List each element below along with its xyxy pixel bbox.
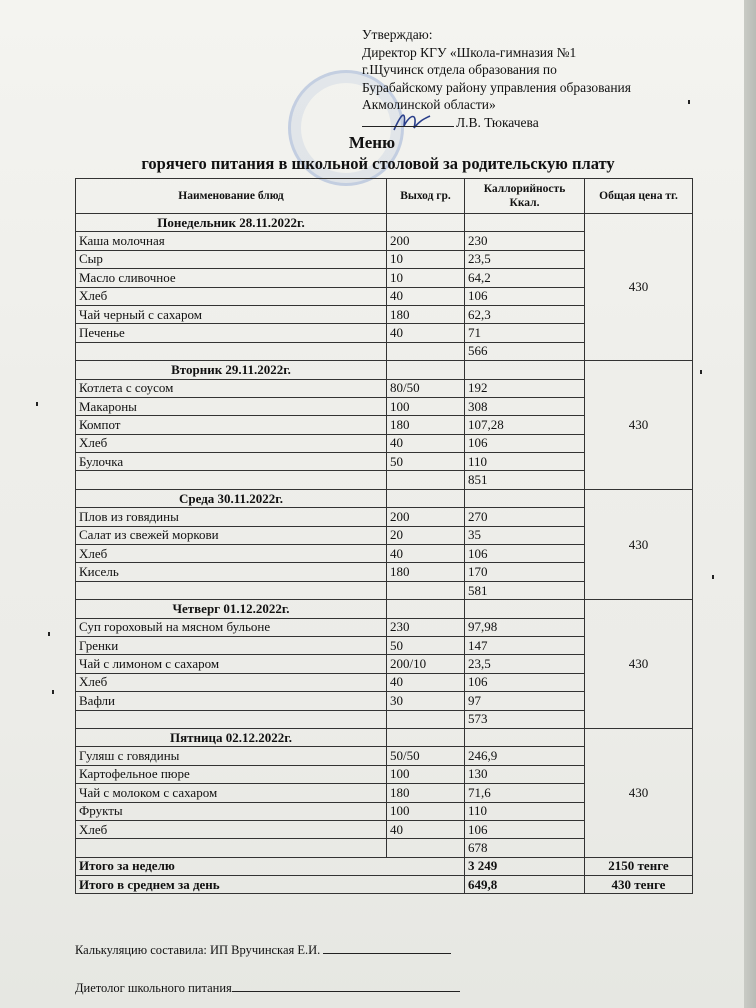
header-price: Общая цена тг. — [585, 179, 693, 214]
day-row — [76, 600, 693, 618]
day-name: Вторник 29.11.2022г. — [76, 361, 387, 379]
dish-name: Печенье — [76, 324, 387, 342]
day-total-empty — [76, 581, 387, 599]
dish-name: Хлеб — [76, 287, 387, 305]
day-empty-yield — [387, 214, 465, 232]
dish-kcal: 106 — [465, 820, 585, 838]
week-total-row — [76, 857, 693, 875]
dish-kcal: 130 — [465, 765, 585, 783]
dish-name: Салат из свежей моркови — [76, 526, 387, 544]
day-row — [76, 728, 693, 746]
header-dish: Наименование блюд — [76, 179, 387, 214]
dish-yield: 10 — [387, 269, 465, 287]
dish-name: Масло сливочное — [76, 269, 387, 287]
dish-kcal: 97,98 — [465, 618, 585, 636]
dish-kcal: 106 — [465, 287, 585, 305]
dish-name: Хлеб — [76, 820, 387, 838]
dish-name: Булочка — [76, 453, 387, 471]
dish-name: Плов из говядины — [76, 508, 387, 526]
dish-kcal: 71 — [465, 324, 585, 342]
dish-kcal: 23,5 — [465, 250, 585, 268]
dish-kcal: 110 — [465, 453, 585, 471]
dish-name: Чай черный с сахаром — [76, 305, 387, 323]
signature-underline — [362, 114, 454, 127]
header-yield: Выход гр. — [387, 179, 465, 214]
dietitian-text: Диетолог школьного питания — [75, 981, 232, 995]
approval-line: Акмолинской области» — [362, 97, 496, 112]
day-empty-kcal — [465, 361, 585, 379]
page-edge — [744, 0, 756, 1008]
dish-name: Чай с молоком с сахаром — [76, 784, 387, 802]
dish-name: Чай с лимоном с сахаром — [76, 655, 387, 673]
dish-name: Гренки — [76, 636, 387, 654]
table-header-row — [76, 179, 693, 214]
dish-yield: 180 — [387, 416, 465, 434]
dish-yield: 230 — [387, 618, 465, 636]
dish-yield: 40 — [387, 434, 465, 452]
day-total-empty — [76, 342, 387, 360]
dish-name: Суп гороховый на мясном бульоне — [76, 618, 387, 636]
day-price: 430 — [585, 728, 693, 857]
dish-name: Вафли — [76, 692, 387, 710]
menu-table-body — [76, 214, 693, 894]
dish-name: Фрукты — [76, 802, 387, 820]
week-total-row-label: Итого за неделю — [76, 857, 465, 875]
dish-yield: 100 — [387, 802, 465, 820]
day-price: 430 — [585, 361, 693, 490]
approval-line: Утверждаю: — [362, 27, 433, 42]
day-row — [76, 361, 693, 379]
day-average-row-label: Итого в среднем за день — [76, 876, 465, 894]
approval-line: Директор КГУ «Школа-гимназия №1 — [362, 44, 577, 60]
dish-yield: 200 — [387, 508, 465, 526]
dish-name: Каша молочная — [76, 232, 387, 250]
dish-yield: 30 — [387, 692, 465, 710]
paper-speck — [36, 402, 38, 406]
compiled-by-text: Калькуляцию составила: ИП Вручинская Е.И. — [75, 943, 321, 957]
dish-name: Картофельное пюре — [76, 765, 387, 783]
compiled-by — [75, 942, 451, 958]
dish-yield: 180 — [387, 305, 465, 323]
day-price: 430 — [585, 600, 693, 729]
dish-kcal: 106 — [465, 545, 585, 563]
day-price: 430 — [585, 489, 693, 599]
day-empty-kcal — [465, 489, 585, 507]
day-total-empty — [76, 471, 387, 489]
day-row — [76, 489, 693, 507]
paper-speck — [52, 690, 54, 694]
dish-kcal: 192 — [465, 379, 585, 397]
dish-kcal: 23,5 — [465, 655, 585, 673]
dish-kcal: 230 — [465, 232, 585, 250]
day-total-empty — [76, 710, 387, 728]
dish-kcal: 62,3 — [465, 305, 585, 323]
day-total-empty — [387, 839, 465, 857]
menu-subtitle: горячего питания в школьной столовой за родительскую плату — [141, 154, 615, 173]
dietitian — [75, 980, 460, 996]
header-calories: Каллорийность Ккал. — [465, 179, 585, 214]
dish-kcal: 170 — [465, 563, 585, 581]
dish-name: Кисель — [76, 563, 387, 581]
dish-kcal: 71,6 — [465, 784, 585, 802]
dish-yield: 100 — [387, 397, 465, 415]
dish-kcal: 106 — [465, 673, 585, 691]
dish-yield: 10 — [387, 250, 465, 268]
day-empty-yield — [387, 728, 465, 746]
day-empty-yield — [387, 600, 465, 618]
day-row — [76, 214, 693, 232]
day-name: Четверг 01.12.2022г. — [76, 600, 387, 618]
dish-kcal: 106 — [465, 434, 585, 452]
day-total-kcal: 678 — [465, 839, 585, 857]
day-total-empty — [387, 710, 465, 728]
day-total-empty — [387, 471, 465, 489]
approval-signer: Л.В. Тюкачева — [456, 114, 539, 130]
dish-yield: 50 — [387, 453, 465, 471]
approval-signature-line — [362, 114, 692, 132]
dish-kcal: 35 — [465, 526, 585, 544]
approval-line: г.Щучинск отдела образования по — [362, 62, 557, 77]
dish-name: Хлеб — [76, 673, 387, 691]
dish-kcal: 308 — [465, 397, 585, 415]
dish-name: Хлеб — [76, 545, 387, 563]
day-empty-yield — [387, 361, 465, 379]
dish-kcal: 64,2 — [465, 269, 585, 287]
menu-table — [75, 178, 693, 894]
day-name: Пятница 02.12.2022г. — [76, 728, 387, 746]
dish-name: Макароны — [76, 397, 387, 415]
approval-line: Бурабайскому району управления образования — [362, 79, 631, 95]
dish-yield: 40 — [387, 673, 465, 691]
dish-name: Сыр — [76, 250, 387, 268]
approval-block — [362, 26, 692, 131]
dish-name: Котлета с соусом — [76, 379, 387, 397]
day-empty-kcal — [465, 728, 585, 746]
dietitian-underline — [232, 980, 460, 992]
day-empty-kcal — [465, 214, 585, 232]
dish-yield: 40 — [387, 324, 465, 342]
menu-title: Меню — [348, 133, 396, 152]
dish-yield: 40 — [387, 545, 465, 563]
day-total-kcal: 573 — [465, 710, 585, 728]
dish-kcal: 97 — [465, 692, 585, 710]
dish-name: Компот — [76, 416, 387, 434]
paper-speck — [688, 100, 690, 104]
dish-yield: 180 — [387, 784, 465, 802]
paper-speck — [712, 575, 714, 579]
day-empty-kcal — [465, 600, 585, 618]
dish-yield: 200/10 — [387, 655, 465, 673]
dish-yield: 200 — [387, 232, 465, 250]
dish-kcal: 246,9 — [465, 747, 585, 765]
dish-yield: 100 — [387, 765, 465, 783]
dish-yield: 50/50 — [387, 747, 465, 765]
day-average-row-kcal: 649,8 — [465, 876, 585, 894]
day-total-kcal: 581 — [465, 581, 585, 599]
week-total-row-kcal: 3 249 — [465, 857, 585, 875]
dish-yield: 40 — [387, 287, 465, 305]
dish-name: Гуляш с говядины — [76, 747, 387, 765]
day-average-row-price: 430 тенге — [585, 876, 693, 894]
day-empty-yield — [387, 489, 465, 507]
day-name: Среда 30.11.2022г. — [76, 489, 387, 507]
dish-kcal: 147 — [465, 636, 585, 654]
day-average-row — [76, 876, 693, 894]
dish-yield: 80/50 — [387, 379, 465, 397]
compiled-by-underline — [323, 942, 451, 954]
dish-kcal: 107,28 — [465, 416, 585, 434]
dish-yield: 50 — [387, 636, 465, 654]
dish-kcal: 110 — [465, 802, 585, 820]
week-total-row-price: 2150 тенге — [585, 857, 693, 875]
dish-name: Хлеб — [76, 434, 387, 452]
paper-speck — [700, 370, 702, 374]
day-total-kcal: 566 — [465, 342, 585, 360]
dish-yield: 180 — [387, 563, 465, 581]
paper-speck — [48, 632, 50, 636]
day-total-empty — [387, 342, 465, 360]
day-name: Понедельник 28.11.2022г. — [76, 214, 387, 232]
dish-kcal: 270 — [465, 508, 585, 526]
dish-yield: 40 — [387, 820, 465, 838]
day-total-kcal: 851 — [465, 471, 585, 489]
day-price: 430 — [585, 214, 693, 361]
day-total-empty — [76, 839, 387, 857]
dish-yield: 20 — [387, 526, 465, 544]
day-total-empty — [387, 581, 465, 599]
